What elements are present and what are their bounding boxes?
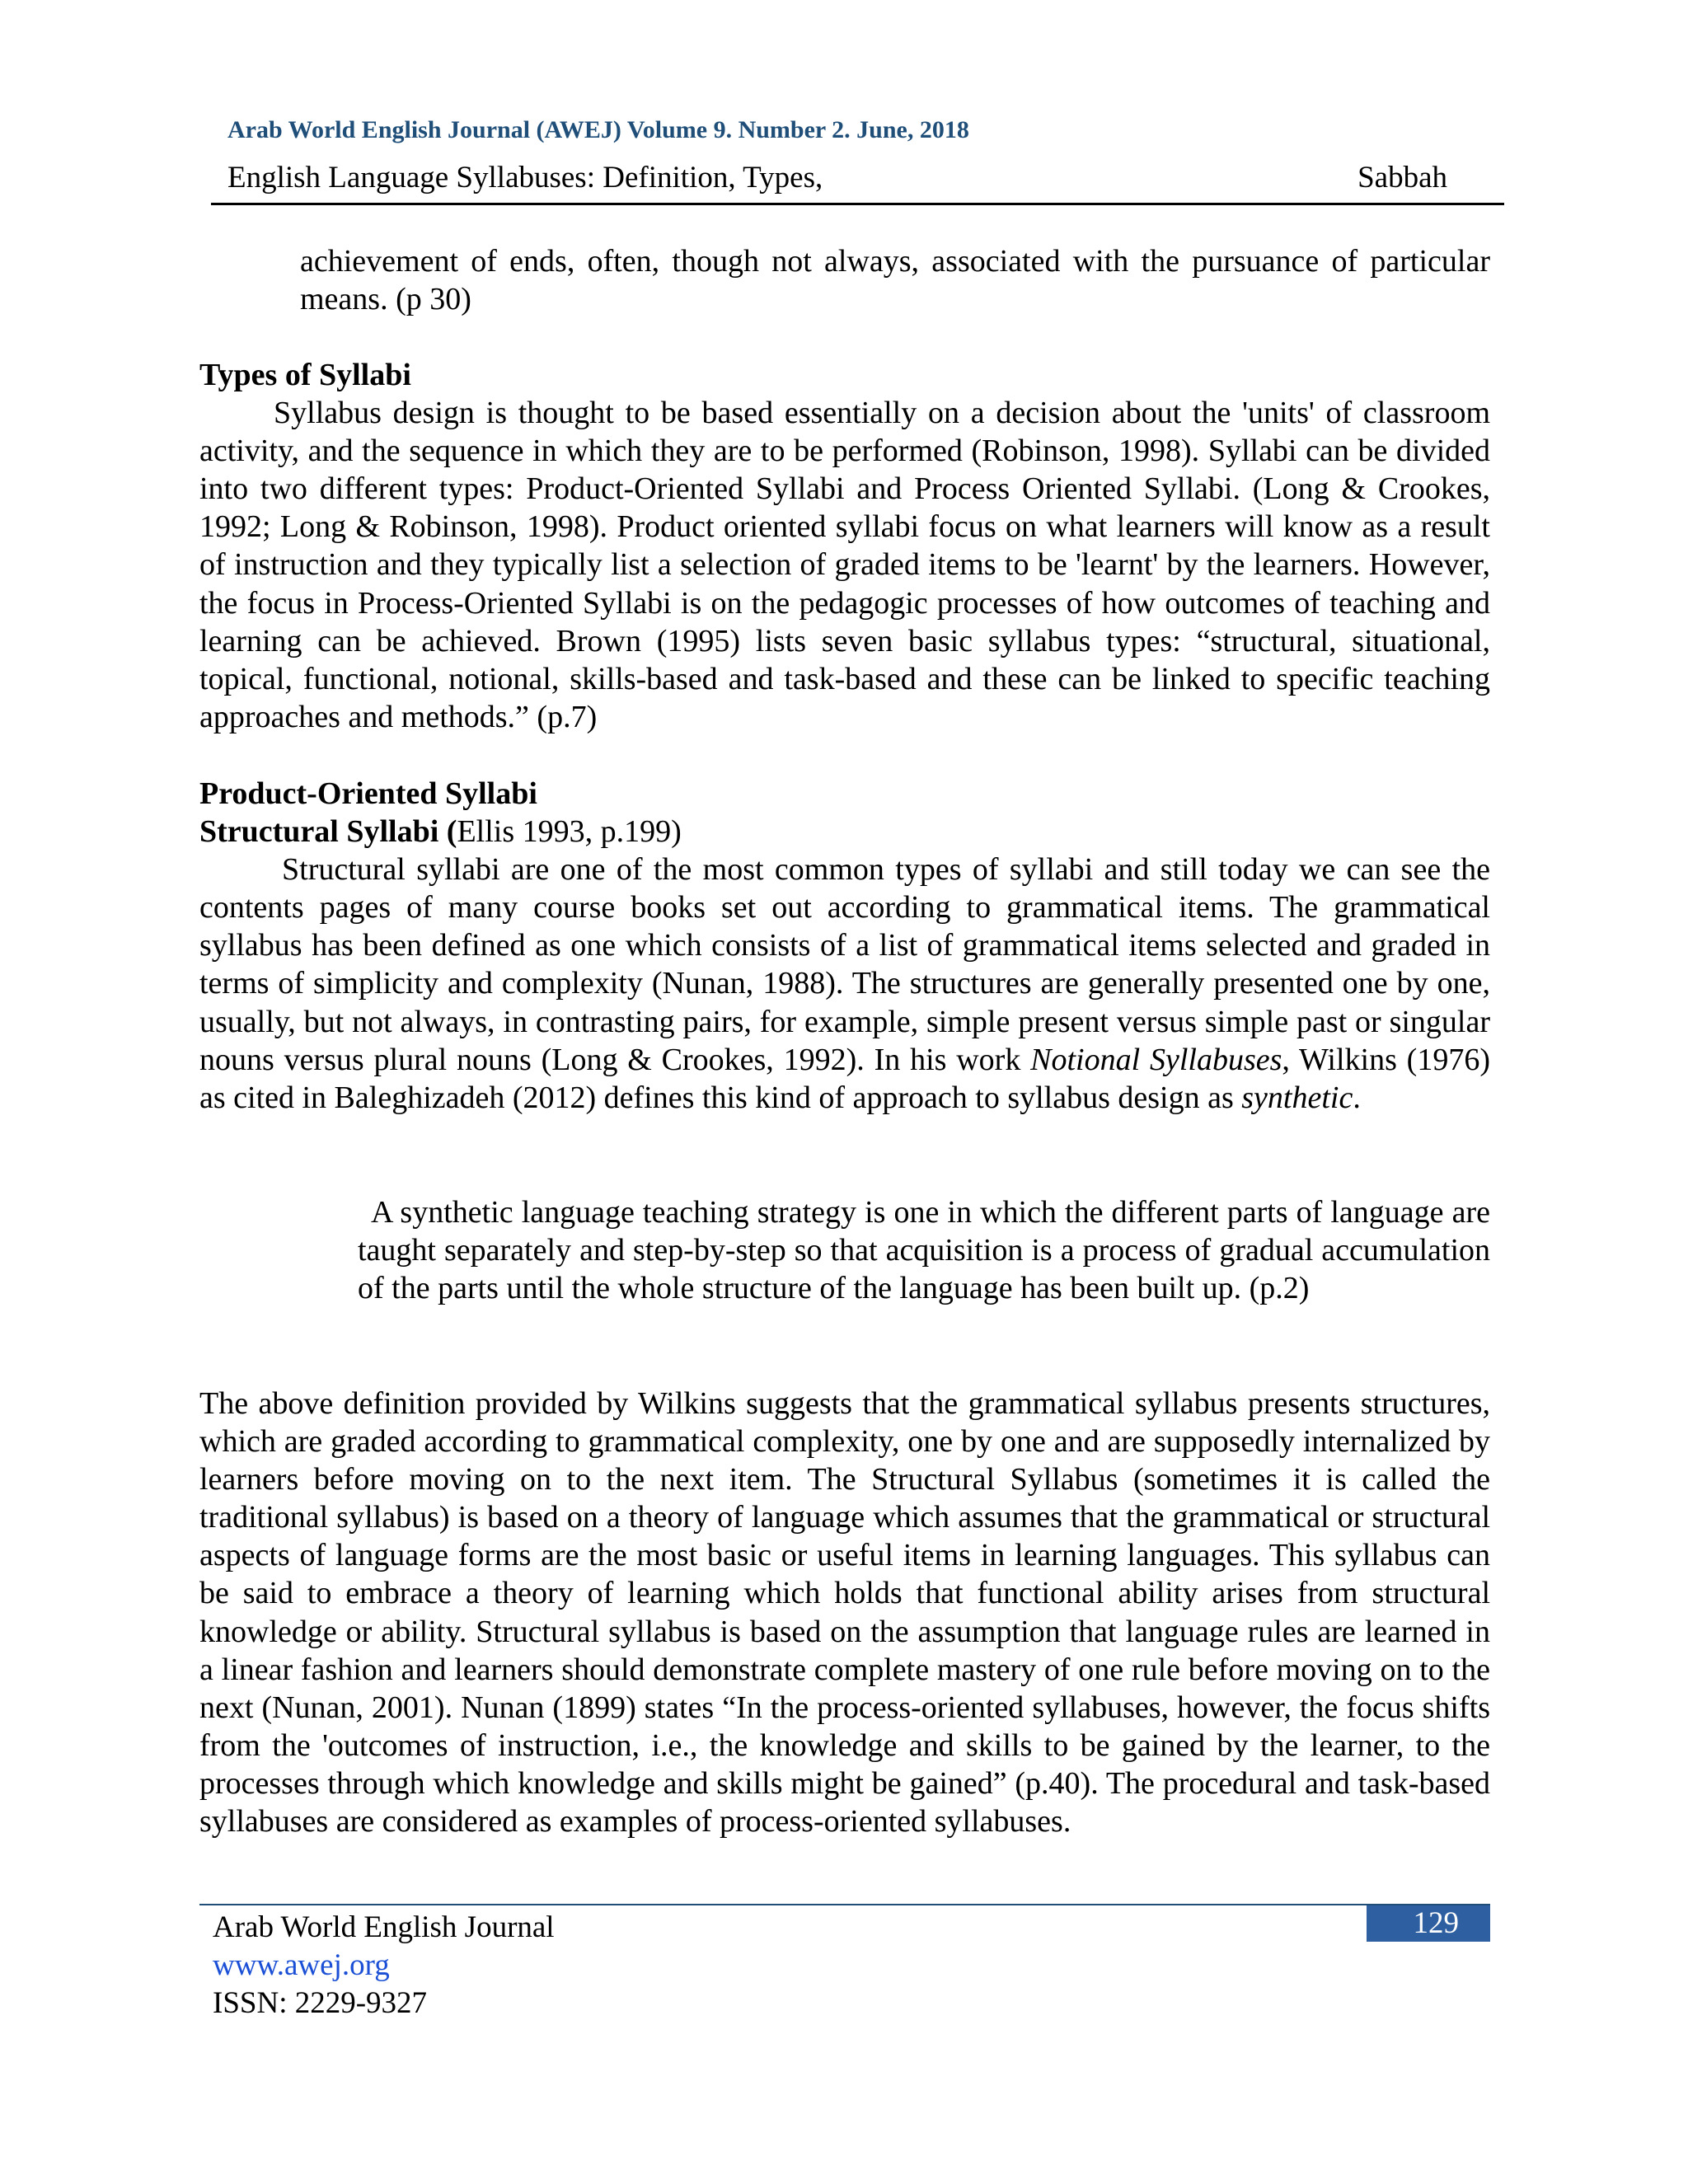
body-paragraph: Syllabus design is thought to be based essentially on a decision about the 'units' of classroom activity, and the sequence in which they are to be performed (Robinson, 1998). Syllabi can be divided into two different types: Product-Oriented Syllabi and Process Oriented Syllabi. (Long & Crookes, 1992; Long & Robinson, 1998). Product oriented syllabi focus on what learners will know as a result of instruction and they typically list a selection of graded items to be 'learnt' by the learners. However, the focus in Process-Oriented Syllabi is on the pedagogic processes of how outcomes of teaching and learning can be achieved. Brown (1995) lists seven basic syllabus types: “structural, situational, topical, functional, notional, skills-based and task-based and these can be linked to specific teaching approaches and methods.” (p.7) [199,396,1490,734]
section-product-oriented [199,775,1490,1117]
footer-issn: ISSN: 2229-9327 [213,1986,428,2020]
body-paragraph: Structural syllabi are one of the most common types of syllabi and still today we can see the contents pages of many course books set out according to grammatical items. The grammatical syllabus has been defined as one which consists of a list of grammatical items selected and graded in terms of simplicity and complexity (Nunan, 1988). The structures are generally presented one by one, usually, but not always, in contrasting pairs, for example, simple present versus simple past or singular nouns versus plural nouns (Long & Crookes, 1992). In his work Notional Syllabuses, Wilkins (1976) as cited in Baleghizadeh (2012) defines this kind of approach to syllabus design as synthetic. [199,852,1490,1115]
section-types-of-syllabi [199,356,1490,736]
running-title-row [227,158,1447,198]
subheading-bold: Structural Syllabi ( [199,814,457,850]
section-heading: Product-Oriented Syllabi [199,776,537,811]
subsection-heading [199,813,1490,851]
footer-journal-name: Arab World English Journal [213,1910,555,1944]
article-title: English Language Syllabuses: Definition, Types, [227,161,823,194]
body-paragraph: The above definition provided by Wilkins suggests that the grammatical syllabus presents structures, which are graded according to grammatical complexity, one by one and are supposedly internalized by learners before moving on to the next item. The Structural Syllabus (sometimes it is called the traditional syllabus) is based on a theory of language which assumes that the grammatical or structural aspects of language forms are the most basic or useful items in learning languages. This syllabus can be said to embrace a theory of learning which holds that functional ability arises from structural knowledge or ability. Structural syllabus is based on the assumption that language rules are learned in a linear fashion and learners should demonstrate complete mastery of one rule before moving on to the next (Nunan, 2001). Nunan (1899) states “In the process-oriented syllabuses, however, the focus shifts from the 'outcomes of instruction, i.e., the knowledge and skills to be gained by the learner, to the processes through which knowledge and skills might be gained” (p.40). The procedural and task-based syllabuses are considered as examples of process-oriented syllabuses. [199,1386,1490,1840]
italic-term: synthetic [1241,1080,1353,1115]
section-heading: Types of Syllabi [199,358,411,392]
subheading-citation: Ellis 1993, p.199) [457,814,682,850]
block-quote: A synthetic language teaching strategy is one in which the different parts of language are taught separately and step-by-step so that acquisition is a process of gradual accumulation of the parts until the whole structure of the language has been built up. (p.2) [358,1195,1490,1306]
journal-header: Arab World English Journal (AWEJ) Volume 9. Number 2. June, 2018 [227,116,969,143]
quote-continuation: achievement of ends, often, though not always, associated with the pursuance of particular means. (p 30) [300,244,1490,317]
page-number-badge [1367,1905,1490,1942]
author-name: Sabbah [1357,161,1447,194]
header-divider [211,203,1504,205]
italic-title: Notional Syllabuses [1030,1042,1282,1077]
closing-section [199,1385,1490,1840]
footer-website-link[interactable]: www.awej.org [213,1948,390,1982]
footer-divider [199,1904,1490,1905]
page-number: 129 [1413,1906,1459,1940]
